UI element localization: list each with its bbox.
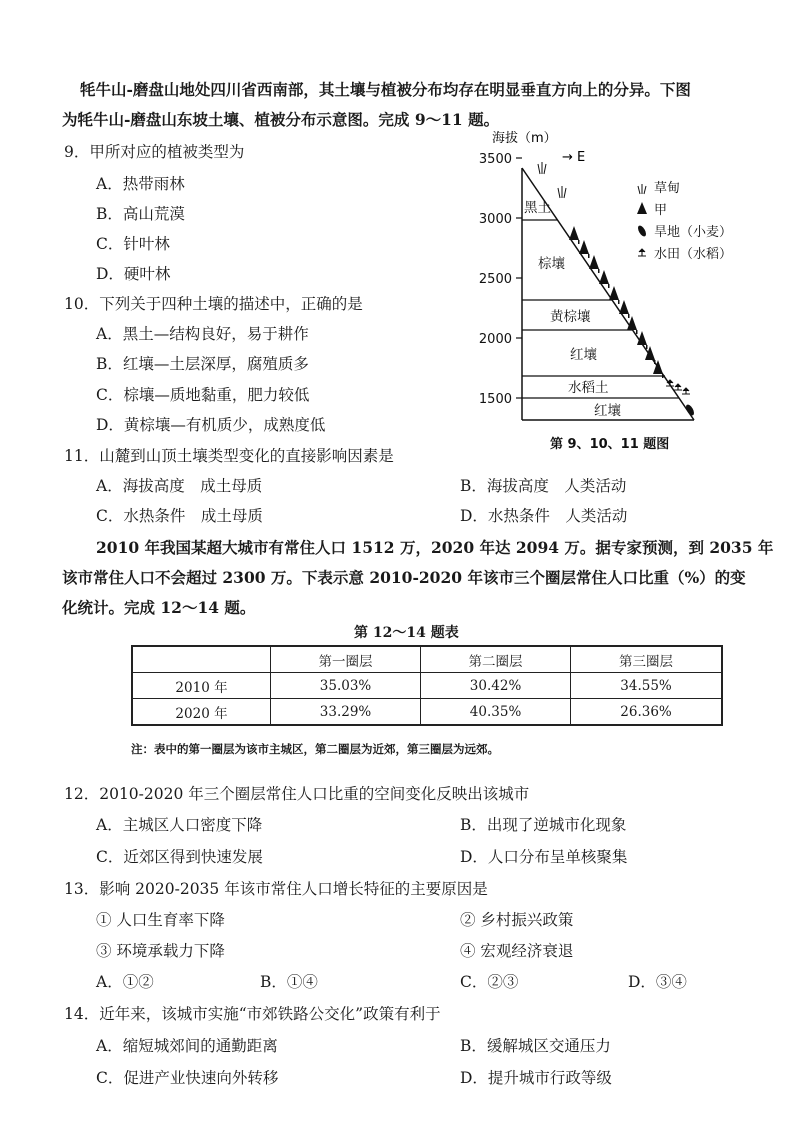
table-row bbox=[132, 699, 722, 726]
table-header-cell: 第三圈层 bbox=[571, 646, 722, 673]
q13-option-c[interactable]: C．②③ bbox=[460, 973, 519, 991]
table-header-cell bbox=[132, 646, 271, 673]
intro-line: 2010 年我国某超大城市有常住人口 1512 万，2020 年达 2094 万。据专家预测，到 2035 年 bbox=[96, 538, 774, 557]
paddy-icon bbox=[666, 380, 690, 394]
q13-item-4: ④ 宏观经济衰退 bbox=[460, 942, 574, 960]
soil-label-brown: 棕壤 bbox=[538, 256, 565, 272]
table-cell: 34.55% bbox=[571, 673, 722, 699]
q9-option-b[interactable]: B．高山荒漠 bbox=[96, 205, 185, 223]
intro-line: 为牦牛山-磨盘山东坡土壤、植被分布示意图。完成 9～11 题。 bbox=[62, 110, 500, 129]
population-table bbox=[131, 645, 723, 726]
legend-meadow-icon bbox=[638, 184, 646, 194]
table-header-row bbox=[132, 646, 722, 673]
table-row bbox=[132, 673, 722, 699]
intro-line: 该市常住人口不会超过 2300 万。下表示意 2010-2020 年该市三个圈层常住人口比重（%）的变 bbox=[62, 568, 746, 587]
question-14-stem: 14．近年来，该城市实施“市郊铁路公交化”政策有利于 bbox=[64, 1005, 441, 1023]
q12-option-b[interactable]: B．出现了逆城市化现象 bbox=[460, 816, 627, 834]
q14-option-d[interactable]: D．提升城市行政等级 bbox=[460, 1069, 612, 1087]
q11-option-d[interactable]: D．水热条件 人类活动 bbox=[460, 507, 628, 525]
table-header-cell: 第一圈层 bbox=[271, 646, 421, 673]
tick-label: 3500 bbox=[478, 152, 512, 167]
q13-option-b[interactable]: B．①④ bbox=[260, 973, 318, 991]
q10-option-c[interactable]: C．棕壤—质地黏重，肥力较低 bbox=[96, 386, 310, 404]
legend-tree-icon bbox=[637, 202, 647, 214]
soil-label-red-lower: 红壤 bbox=[594, 403, 621, 419]
intro-line: 化统计。完成 12～14 题。 bbox=[62, 598, 256, 617]
q14-option-c[interactable]: C．促进产业快速向外转移 bbox=[96, 1069, 279, 1087]
q11-option-b[interactable]: B．海拔高度 人类活动 bbox=[460, 477, 627, 495]
soil-label-black: 黑土 bbox=[524, 200, 551, 216]
meadow-icon bbox=[538, 162, 566, 198]
legend-dryland: 旱地（小麦） bbox=[654, 225, 732, 240]
q9-option-c[interactable]: C．针叶林 bbox=[96, 235, 170, 253]
q13-option-a[interactable]: A．①② bbox=[96, 973, 154, 991]
q14-option-b[interactable]: B．缓解城区交通压力 bbox=[460, 1037, 611, 1055]
q14-option-a[interactable]: A．缩短城郊间的通勤距离 bbox=[96, 1037, 278, 1055]
legend-paddy-icon bbox=[638, 249, 646, 256]
question-10-stem: 10．下列关于四种土壤的描述中，正确的是 bbox=[64, 295, 363, 313]
tick-label: 2500 bbox=[478, 272, 512, 287]
tick-label: 1500 bbox=[478, 392, 512, 407]
tick-label: 2000 bbox=[478, 332, 512, 347]
question-11-stem: 11．山麓到山顶土壤类型变化的直接影响因素是 bbox=[64, 447, 394, 465]
q12-option-c[interactable]: C．近郊区得到快速发展 bbox=[96, 848, 263, 866]
legend-wheat-icon bbox=[636, 224, 647, 237]
q13-item-2: ② 乡村振兴政策 bbox=[460, 911, 574, 929]
q13-option-d[interactable]: D．③④ bbox=[628, 973, 687, 991]
table-cell: 30.42% bbox=[421, 673, 571, 699]
q12-option-d[interactable]: D．人口分布呈单核聚集 bbox=[460, 848, 628, 866]
table-note: 注：表中的第一圈层为该市主城区，第二圈层为近郊，第三圈层为远郊。 bbox=[131, 742, 499, 756]
q9-option-a[interactable]: A．热带雨林 bbox=[96, 175, 185, 193]
q12-option-a[interactable]: A．主城区人口密度下降 bbox=[96, 816, 263, 834]
q11-option-a[interactable]: A．海拔高度 成土母质 bbox=[96, 477, 263, 495]
q10-option-b[interactable]: B．红壤—土层深厚，腐殖质多 bbox=[96, 355, 309, 373]
question-9-stem: 9．甲所对应的植被类型为 bbox=[64, 143, 245, 161]
q13-item-3: ③ 环境承载力下降 bbox=[96, 942, 225, 960]
q9-option-d[interactable]: D．硬叶林 bbox=[96, 265, 171, 283]
figure-ylabel: 海拔（m） bbox=[492, 131, 557, 146]
soil-label-paddy: 水稻土 bbox=[568, 380, 609, 396]
q13-item-1: ① 人口生育率下降 bbox=[96, 911, 225, 929]
tick-label: 3000 bbox=[478, 212, 512, 227]
q10-option-d[interactable]: D．黄棕壤—有机质少，成熟度低 bbox=[96, 416, 326, 434]
legend-meadow: 草甸 bbox=[654, 181, 681, 196]
q10-option-a[interactable]: A．黑土—结构良好，易于耕作 bbox=[96, 325, 309, 343]
question-13-stem: 13．影响 2020-2035 年该市常住人口增长特征的主要原因是 bbox=[64, 880, 488, 898]
table-header-cell: 第二圈层 bbox=[421, 646, 571, 673]
table-title: 第 12～14 题表 bbox=[354, 625, 459, 641]
question-12-stem: 12．2010-2020 年三个圈层常住人口比重的空间变化反映出该城市 bbox=[64, 785, 530, 803]
intro-line: 牦牛山-磨盘山地处四川省西南部，其土壤与植被分布均存在明显垂直方向上的分异。下图 bbox=[80, 80, 691, 99]
figure-caption: 第 9、10、11 题图 bbox=[550, 437, 670, 452]
table-cell: 35.03% bbox=[271, 673, 421, 699]
table-cell: 26.36% bbox=[571, 699, 722, 726]
soil-vegetation-figure bbox=[472, 128, 732, 458]
soil-label-red: 红壤 bbox=[570, 347, 597, 363]
legend-jia: 甲 bbox=[654, 203, 668, 218]
soil-label-yellow-brown: 黄棕壤 bbox=[550, 309, 591, 325]
table-cell: 40.35% bbox=[421, 699, 571, 726]
direction-label: → E bbox=[562, 150, 586, 165]
q11-option-c[interactable]: C．水热条件 成土母质 bbox=[96, 507, 263, 525]
table-cell: 33.29% bbox=[271, 699, 421, 726]
legend-paddy: 水田（水稻） bbox=[654, 247, 732, 262]
table-cell: 2010 年 bbox=[132, 673, 271, 699]
table-cell: 2020 年 bbox=[132, 699, 271, 726]
